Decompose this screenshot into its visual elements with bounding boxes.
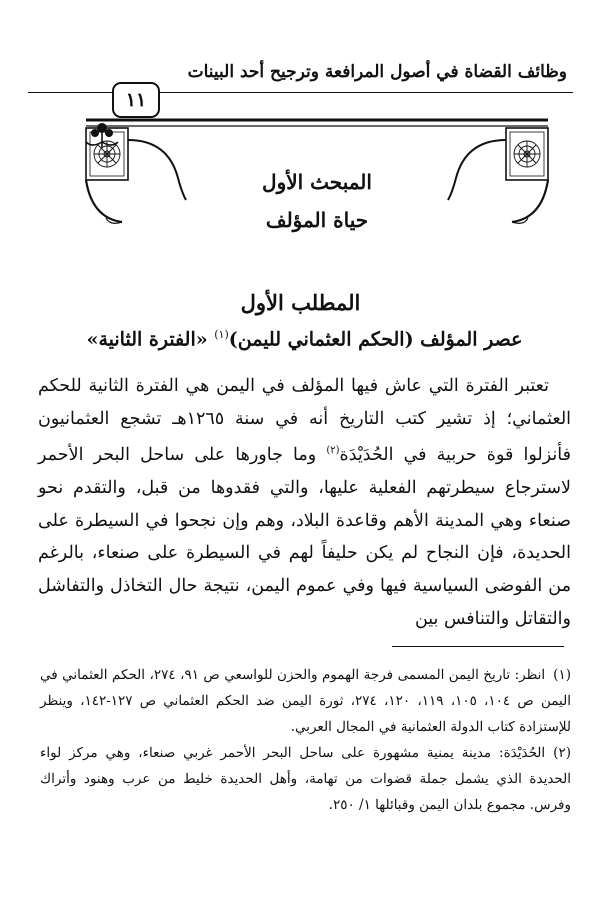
footnote-divider bbox=[392, 646, 564, 647]
footnotes bbox=[40, 662, 571, 818]
era-heading bbox=[38, 328, 571, 350]
page-number: ١١ bbox=[112, 82, 160, 118]
subsection-heading: المطلب الأول bbox=[240, 290, 361, 315]
footnote-number: (١) bbox=[553, 667, 571, 683]
body-paragraph bbox=[38, 370, 571, 635]
section-title: المبحث الأول bbox=[262, 170, 372, 194]
footnote-ref-1: (١) bbox=[214, 328, 229, 341]
footnote-text: الحُدَيْدَة: مدينة يمنية مشهورة على ساحل البحر الأحمر غربي صنعاء، وهي مركز لواء الحديدة الذي يشمل جملة قضوات من تهامة، وأهل الحديدة خليط من عرب وهنود وأتراك وفرس. مجموع بلدان اليمن وقبائلها ١/ ٢٥٠. bbox=[40, 745, 571, 813]
running-title: وظائف القضاة في أصول المرافعة وترجيح أحد البينات bbox=[187, 62, 567, 82]
body-text bbox=[38, 370, 571, 635]
footnote-1 bbox=[40, 662, 571, 740]
footnote-2 bbox=[40, 740, 571, 818]
era-title: عصر المؤلف (الحكم العثماني لليمن) bbox=[228, 328, 523, 351]
page-header bbox=[28, 58, 573, 118]
header-rule bbox=[28, 92, 573, 93]
section-subtitle: حياة المؤلف bbox=[265, 208, 369, 232]
footnote-number: (٢) bbox=[553, 745, 571, 761]
floral-ornament-icon bbox=[82, 118, 122, 152]
chapter-banner bbox=[82, 118, 552, 248]
body-text-part-1: تعتبر الفترة التي عاش فيها المؤلف في اليمن هي الفترة الثانية للحكم العثماني؛ إذ تشير كتب التاريخ أنه في سنة ١٢٦٥هـ تشجع العثمانيون فأنزلوا قوة حربية في الحُدَيْدَة bbox=[38, 376, 572, 466]
footnote-ref-2: (٢) bbox=[326, 445, 340, 457]
footnote-text: انظر: تاريخ اليمن المسمى فرجة الهموم والحزن للواسعي ص ٩١، ٢٧٤، الحكم العثماني في اليمن ص ١٠٤، ١٠٥، ١١٩، ١٢٠، ٢٧٤، ثورة اليمن ضد الحكم العثماني ص ١٢٧-١٤٢، وينظر للإستزادة كتاب الدولة العثمانية في المجال العربي. bbox=[40, 667, 571, 735]
era-period: «الفترة الثانية» bbox=[86, 328, 208, 351]
body-text-part-2: وما جاورها على ساحل البحر الأحمر لاسترجاع سيطرتهم الفعلية عليها، والتي فقدوها من قبل، والتقدم نحو صنعاء وهي المدينة الأهم وقاعدة البلاد، وهم وإن نجحوا في السيطرة على الحديدة، فإن النجاح لم يكن حليفاً لهم في السيطرة على صنعاء، بالرغم من الفوضى السياسية فيها وفي عموم اليمن، نتيجة حال التخاذل والتفاشل والتقاتل والتنافس بين bbox=[38, 445, 571, 629]
